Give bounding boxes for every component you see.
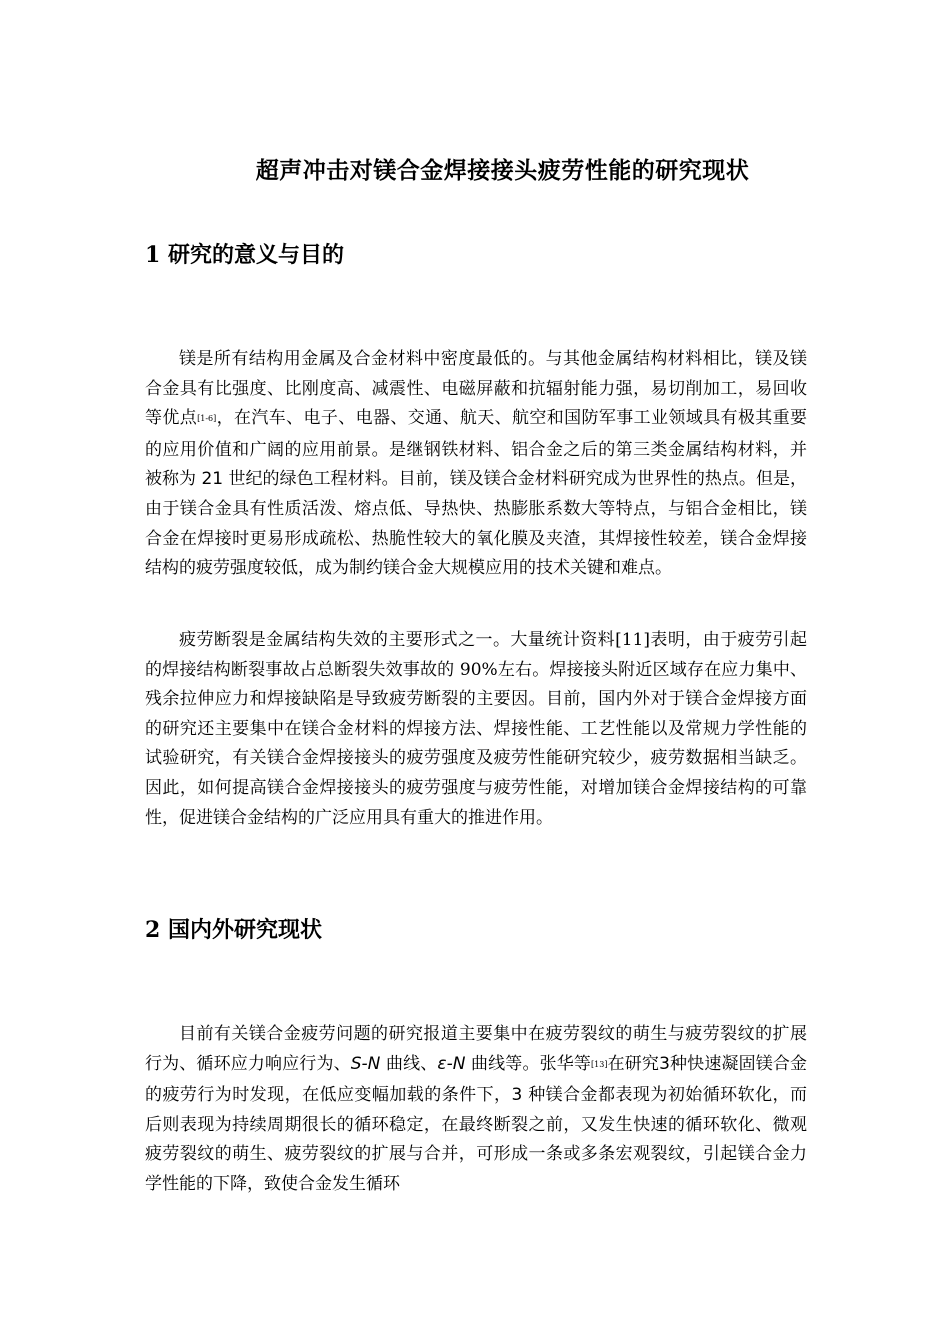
section-heading-2: 2 国内外研究现状 bbox=[145, 917, 322, 943]
paragraph-3-text-f: 种镁合金都表现为初始循环软化，而后则表现为持续周期很长的循环稳定，在最终断裂之前，又发生快速的循环软化、微观疲劳裂纹的萌生、疲劳裂纹的扩展与合并，可形成一条或多条宏观裂纹，引起镁合金力学性能的下降，致使合金发生循环 bbox=[145, 1085, 807, 1194]
paragraph-3-text-b: 曲线、 bbox=[385, 1053, 438, 1074]
citation-ref: [1-6] bbox=[197, 414, 217, 424]
sn-curve-term: S-N bbox=[350, 1053, 381, 1074]
citation-ref-13: [13] bbox=[591, 1059, 608, 1069]
section-heading-1: 1 研究的意义与目的 bbox=[145, 242, 344, 268]
paragraph-3-text-e: 种快速凝固镁合金的疲劳行为时发现，在低应变幅加载的条件下， bbox=[145, 1053, 808, 1106]
paragraph-3-text-a: 目前有关镁合金疲劳问题的研究报道主要集中在疲劳裂纹的萌生与疲劳裂纹的扩展行为、循环应力响应行为、 bbox=[145, 1024, 807, 1074]
paragraph-1-text-a: 镁是所有结构用金属及合金材料中密度最低的。与其他金属结构材料相比，镁及镁合金具有比强度、比刚度高、减震性、电磁屏蔽和抗辐射能力强，易切削加工，易回收等优点 bbox=[145, 349, 807, 429]
paragraph-3 bbox=[145, 1020, 807, 1200]
paragraph-1-text-c: 世纪的绿色工程材料。目前，镁及镁合金材料研究成为世界性的热点。但是，由于镁合金具有性质活泼、熔点低、导热快、热膨胀系数大等特点，与铝合金相比，镁合金在焊接时更易形成疏松、热脆性较大的氧化膜及夹渣，其焊接性较差，镁合金焊接结构的疲劳强度较低，成为制约镁合金大规模应用的技术关键和难点。 bbox=[145, 469, 808, 579]
paragraph-1 bbox=[145, 345, 807, 584]
paragraph-3-text-c: 曲线等。张华等 bbox=[471, 1053, 592, 1074]
document-title: 超声冲击对镁合金焊接接头疲劳性能的研究现状 bbox=[255, 157, 750, 184]
century-number: 21 bbox=[201, 469, 224, 490]
paragraph-1-text-b: ，在汽车、电子、电器、交通、航天、航空和国防军事工业领域具有极其重要的应用价值和广阔的应用前景。是继钢铁材料、铝合金之后的第三类金属结构材料，并被称为 bbox=[145, 408, 807, 490]
paragraph-3-text-d: 在研究 bbox=[607, 1053, 660, 1074]
paragraph-2: 疲劳断裂是金属结构失效的主要形式之一。大量统计资料[11]表明，由于疲劳引起的焊接结构断裂事故占总断裂失效事故的 90%左右。焊接接头附近区域存在应力集中、残余拉伸应力和焊接缺陷是导致疲劳断裂的主要因。目前，国内外对于镁合金焊接方面的研究还主要集中在镁合金材料的焊接方法、焊接性能、工艺性能以及常规力学性能的试验研究，有关镁合金焊接接头的疲劳强度及疲劳性能研究较少，疲劳数据相当缺乏。因此，如何提高镁合金焊接接头的疲劳强度与疲劳性能，对增加镁合金焊接结构的可靠性，促进镁合金结构的广泛应用具有重大的推进作用。 bbox=[145, 630, 807, 828]
number-3-b: 3 bbox=[511, 1085, 523, 1106]
number-3-a: 3 bbox=[659, 1053, 670, 1074]
en-curve-term: ε-N bbox=[437, 1053, 466, 1074]
